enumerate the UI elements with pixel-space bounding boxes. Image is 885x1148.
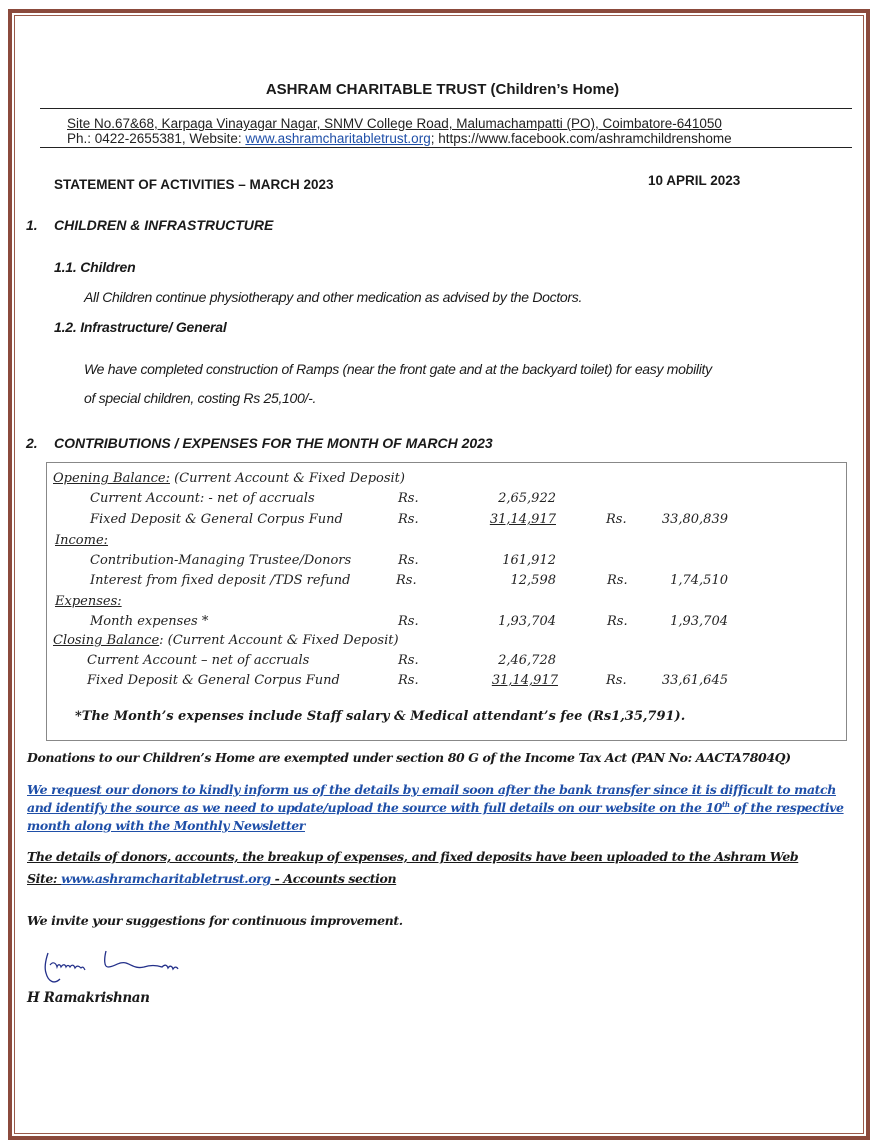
donor-request-line2-a: and identify the source as we need to update/upload the source with full details on our website on the 10 bbox=[27, 800, 723, 816]
donor-request-line1: We request our donors to kindly inform us of the details by email soon after the bank transfer since it is difficult to match bbox=[27, 782, 836, 797]
income-label: Income: bbox=[55, 533, 109, 548]
income-total-cur: Rs. bbox=[607, 573, 628, 588]
subsection-infrastructure-heading: 1.2. Infrastructure/ General bbox=[54, 319, 227, 335]
opening-balance-label: Opening Balance: bbox=[53, 471, 170, 486]
details-suffix: - Accounts section bbox=[270, 871, 397, 886]
income-interest-label: Interest from fixed deposit /TDS refund bbox=[90, 573, 351, 588]
closing-total-cur: Rs. bbox=[606, 673, 627, 688]
details-uploaded-line1: The details of donors, accounts, the breakup of expenses, and fixed deposits have been uploaded to the Ashram Web bbox=[27, 849, 799, 864]
closing-balance-label: Closing Balance bbox=[53, 633, 160, 648]
section1-heading: CHILDREN & INFRASTRUCTURE bbox=[54, 217, 274, 233]
children-text: All Children continue physiotherapy and other medication as advised by the Doctors. bbox=[84, 289, 583, 305]
closing-fixed-deposit-amount: 31,14,917 bbox=[491, 673, 558, 688]
invite-suggestions: We invite your suggestions for continuous improvement. bbox=[27, 913, 403, 928]
income-interest-cur: Rs. bbox=[396, 573, 417, 588]
signature-icon bbox=[40, 945, 210, 990]
month-expenses-label: Month expenses * bbox=[90, 614, 209, 629]
website-link[interactable]: www.ashramcharitabletrust.org bbox=[245, 131, 431, 146]
address-text: Site No.67&68, Karpaga Vinayagar Nagar, SNMV College Road, Malumachampatti (PO), Coimbatore-641050 bbox=[67, 116, 722, 131]
opening-current-account-cur: Rs. bbox=[398, 491, 419, 506]
donor-request-line3: month along with the Monthly Newsletter bbox=[27, 818, 305, 833]
income-total-amount: 1,74,510 bbox=[670, 573, 728, 588]
infrastructure-text-line2: of special children, costing Rs 25,100/-. bbox=[84, 390, 317, 406]
statement-title: STATEMENT OF ACTIVITIES – MARCH 2023 bbox=[54, 177, 334, 192]
contact-line bbox=[67, 131, 732, 146]
closing-balance-suffix: : (Current Account & Fixed Deposit) bbox=[159, 633, 399, 648]
details-website-link[interactable]: www.ashramcharitabletrust.org bbox=[61, 871, 271, 886]
month-expenses-cur: Rs. bbox=[398, 614, 419, 629]
details-uploaded-line2 bbox=[27, 871, 396, 886]
donor-request-line2-b: of the respective bbox=[729, 800, 844, 816]
month-expenses-amount: 1,93,704 bbox=[498, 614, 556, 629]
income-header bbox=[55, 533, 108, 548]
tax-exempt-note: Donations to our Children’s Home are exempted under section 80 G of the Income Tax Act (PAN No: AACTA7804Q) bbox=[27, 750, 791, 765]
closing-total-amount: 33,61,645 bbox=[661, 673, 728, 688]
section1-number: 1. bbox=[26, 217, 38, 233]
opening-current-account-amount: 2,65,922 bbox=[498, 491, 556, 506]
expenses-total-amount: 1,93,704 bbox=[670, 614, 728, 629]
details-site-label: Site: bbox=[27, 871, 62, 886]
expenses-total-cur: Rs. bbox=[607, 614, 628, 629]
income-interest-amount: 12,598 bbox=[510, 573, 556, 588]
opening-fixed-deposit-cur: Rs. bbox=[398, 512, 419, 527]
expenses-label: Expenses: bbox=[55, 594, 122, 609]
closing-fixed-deposit-cur: Rs. bbox=[398, 673, 419, 688]
signatory-name: H Ramakrishnan bbox=[27, 990, 150, 1006]
donor-request-sup: th bbox=[722, 800, 730, 809]
income-contribution-amount: 161,912 bbox=[502, 553, 556, 568]
phone-label: Ph.: 0422-2655381, Website: bbox=[67, 131, 246, 146]
section2-heading: CONTRIBUTIONS / EXPENSES FOR THE MONTH OF MARCH 2023 bbox=[54, 435, 493, 451]
statement-date: 10 APRIL 2023 bbox=[648, 173, 741, 188]
opening-total-cur: Rs. bbox=[606, 512, 627, 527]
opening-balance-header bbox=[53, 471, 405, 486]
opening-total-amount: 33,80,839 bbox=[661, 512, 728, 527]
header-rule-bottom bbox=[40, 147, 852, 148]
header-rule-top bbox=[40, 108, 852, 109]
closing-balance-header bbox=[53, 633, 399, 648]
opening-fixed-deposit-label: Fixed Deposit & General Corpus Fund bbox=[90, 512, 343, 527]
income-contribution-label: Contribution-Managing Trustee/Donors bbox=[90, 553, 352, 568]
org-title: ASHRAM CHARITABLE TRUST (Children’s Home) bbox=[265, 81, 620, 98]
income-contribution-cur: Rs. bbox=[398, 553, 419, 568]
closing-fixed-deposit-label: Fixed Deposit & General Corpus Fund bbox=[87, 673, 340, 688]
closing-current-account-label: Current Account – net of accruals bbox=[87, 653, 310, 668]
subsection-children-heading: 1.1. Children bbox=[54, 259, 136, 275]
section2-number: 2. bbox=[26, 435, 38, 451]
address-line bbox=[67, 116, 722, 131]
infrastructure-text-line1: We have completed construction of Ramps (near the front gate and at the backyard toilet) for easy mobility bbox=[84, 361, 712, 377]
facebook-text: ; https://www.facebook.com/ashramchildrenshome bbox=[430, 131, 732, 146]
donor-request-line2 bbox=[27, 800, 844, 815]
closing-current-account-cur: Rs. bbox=[398, 653, 419, 668]
expenses-header bbox=[55, 594, 122, 609]
closing-current-account-amount: 2,46,728 bbox=[498, 653, 556, 668]
expenses-footnote: *The Month’s expenses include Staff salary & Medical attendant’s fee (Rs1,35,791). bbox=[75, 709, 686, 724]
opening-current-account-label: Current Account: - net of accruals bbox=[90, 491, 315, 506]
opening-balance-suffix: (Current Account & Fixed Deposit) bbox=[169, 471, 405, 486]
opening-fixed-deposit-amount: 31,14,917 bbox=[489, 512, 556, 527]
